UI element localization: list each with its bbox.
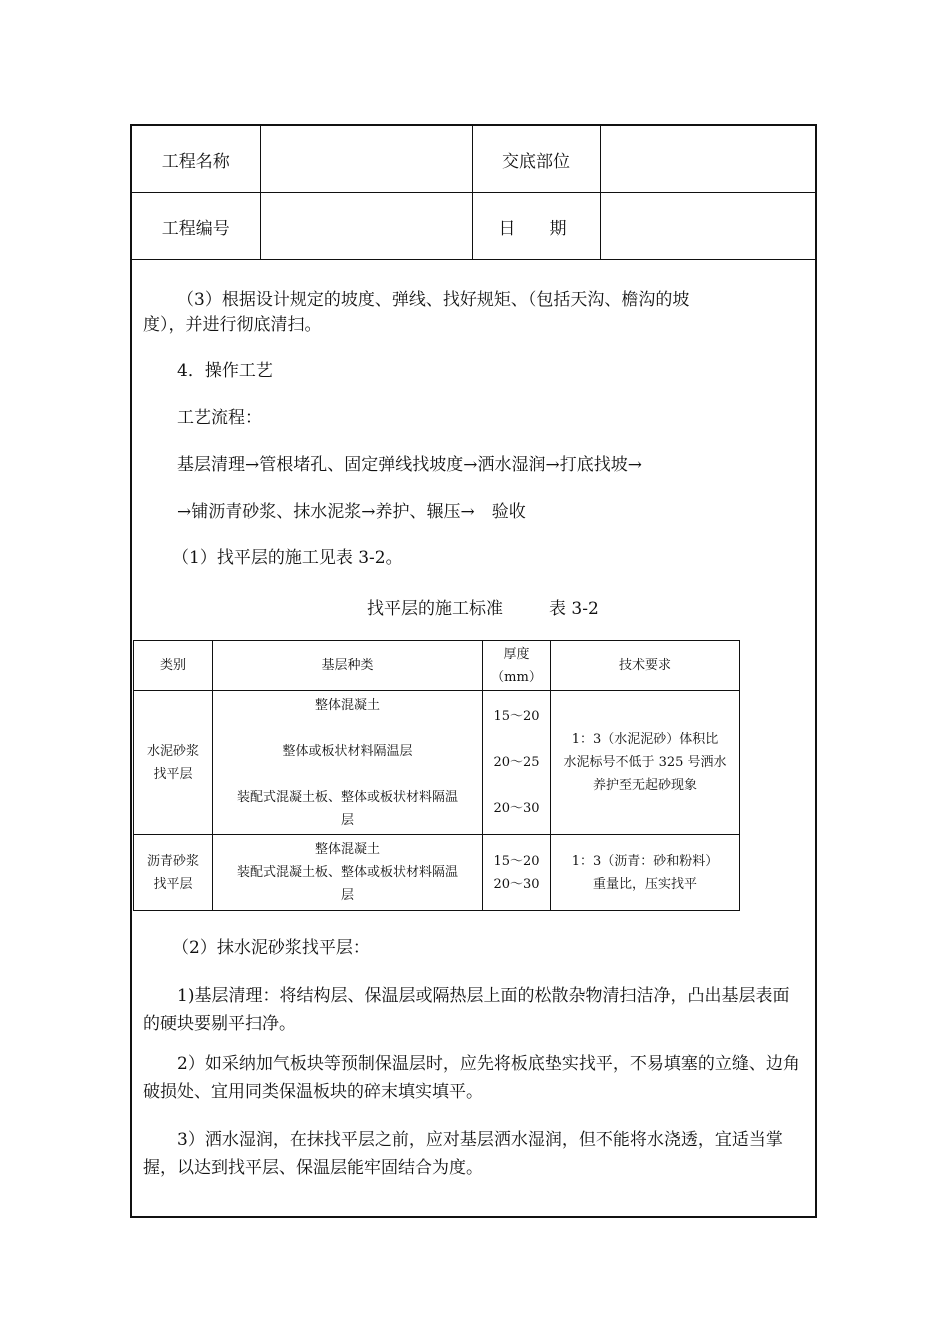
header-table bbox=[132, 126, 815, 260]
thickness-value: 20～30 bbox=[493, 801, 540, 816]
table-row-1-base bbox=[213, 691, 483, 835]
step-2-paragraph: 2）如采纳加气板块等预制保温层时，应先将板底垫实找平，不易填塞的立缝、边角破损处、宜用同类保温板块的碎末填实填平。 bbox=[143, 1054, 800, 1102]
document-frame bbox=[130, 124, 817, 1218]
para-3-line1: （3）根据设计规定的坡度、弹线、找好规矩、（包括天沟、檐沟的坡 bbox=[177, 290, 690, 310]
requirement-line: 水泥标号不低于 325 号洒水 bbox=[563, 755, 727, 770]
project-name-label: 工程名称 bbox=[132, 126, 260, 193]
requirement-line: 1：3（水泥泥砂）体积比 bbox=[571, 732, 719, 747]
section-4-title: 4．操作工艺 bbox=[177, 361, 273, 381]
requirement-line: 1：3（沥青：砂和粉料） bbox=[571, 853, 719, 869]
table-title: 找平层的施工标准 bbox=[367, 599, 503, 619]
spacer bbox=[217, 717, 478, 740]
base-type: 装配式混凝土板、整体或板状材料隔温 bbox=[236, 789, 458, 805]
table-caption bbox=[367, 594, 599, 619]
thickness-value: 20～30 bbox=[493, 876, 540, 892]
project-no-label: 工程编号 bbox=[132, 193, 260, 260]
table-row-1-requirements bbox=[551, 691, 740, 835]
project-name-value bbox=[260, 126, 472, 193]
step-3-paragraph: 3）洒水湿润，在抹找平层之前，应对基层洒水湿润，但不能将水浇透，宜适当掌握，以达到找平层、保温层能牢固结合为度。 bbox=[143, 1130, 783, 1178]
requirement-line: 重量比，压实找平 bbox=[592, 876, 697, 892]
base-type: 整体或板状材料隔温层 bbox=[282, 743, 413, 759]
table-row-1-thickness bbox=[483, 691, 551, 835]
thickness-unit: （mm） bbox=[491, 669, 542, 685]
table-row-2-requirements bbox=[551, 835, 740, 911]
standards-table bbox=[133, 640, 740, 911]
col-header-category: 类别 bbox=[134, 641, 213, 691]
flow-line-2: →铺沥青砂浆、抹水泥浆→养护、辗压→ 验收 bbox=[177, 502, 526, 522]
col-header-thickness bbox=[483, 641, 551, 691]
flow-label: 工艺流程： bbox=[177, 408, 262, 428]
handover-part-value bbox=[600, 126, 815, 193]
spacer bbox=[217, 763, 478, 786]
table-row-2-thickness bbox=[483, 835, 551, 911]
table-row-1-category bbox=[134, 691, 213, 835]
category-line: 找平层 bbox=[153, 876, 193, 892]
thickness-value: 20～25 bbox=[493, 755, 540, 770]
handover-part-label: 交底部位 bbox=[472, 126, 600, 193]
table-row-2-category bbox=[134, 835, 213, 911]
col-header-base: 基层种类 bbox=[213, 641, 483, 691]
category-line: 水泥砂浆 bbox=[146, 743, 199, 759]
col-header-requirements: 技术要求 bbox=[551, 641, 740, 691]
base-type-cont: 层 bbox=[340, 888, 354, 903]
date-value bbox=[600, 193, 815, 260]
para-3-line2: 度），并进行彻底清扫。 bbox=[143, 315, 322, 335]
spacer bbox=[487, 774, 546, 797]
category-line: 找平层 bbox=[153, 766, 193, 782]
base-type: 装配式混凝土板、整体或板状材料隔温 bbox=[236, 865, 458, 880]
requirement-line: 养护至无起砂现象 bbox=[592, 778, 697, 793]
flow-line-1: 基层清理→管根堵孔、固定弹线找坡度→洒水湿润→打底找坡→ bbox=[177, 455, 642, 475]
thickness-label: 厚度 bbox=[503, 646, 530, 662]
date-label: 日 期 bbox=[472, 193, 600, 260]
spacer bbox=[487, 728, 546, 751]
table-reference: （1）找平层的施工见表 3-2。 bbox=[172, 548, 403, 568]
thickness-value: 15～20 bbox=[493, 853, 540, 869]
category-line: 沥青砂浆 bbox=[146, 853, 199, 869]
base-type-cont: 层 bbox=[340, 812, 354, 828]
thickness-value: 15～20 bbox=[493, 709, 540, 724]
base-type: 整体混凝土 bbox=[314, 697, 380, 713]
step-1-paragraph: 1)基层清理：将结构层、保温层或隔热层上面的松散杂物清扫洁净，凸出基层表面的硬块要剔平扫净。 bbox=[143, 986, 790, 1034]
table-row-2-base bbox=[213, 835, 483, 911]
subsection-2-title: （2）抹水泥砂浆找平层： bbox=[172, 938, 370, 958]
base-type: 整体混凝土 bbox=[314, 842, 380, 857]
project-no-value bbox=[260, 193, 472, 260]
table-number: 表 3-2 bbox=[549, 599, 599, 619]
